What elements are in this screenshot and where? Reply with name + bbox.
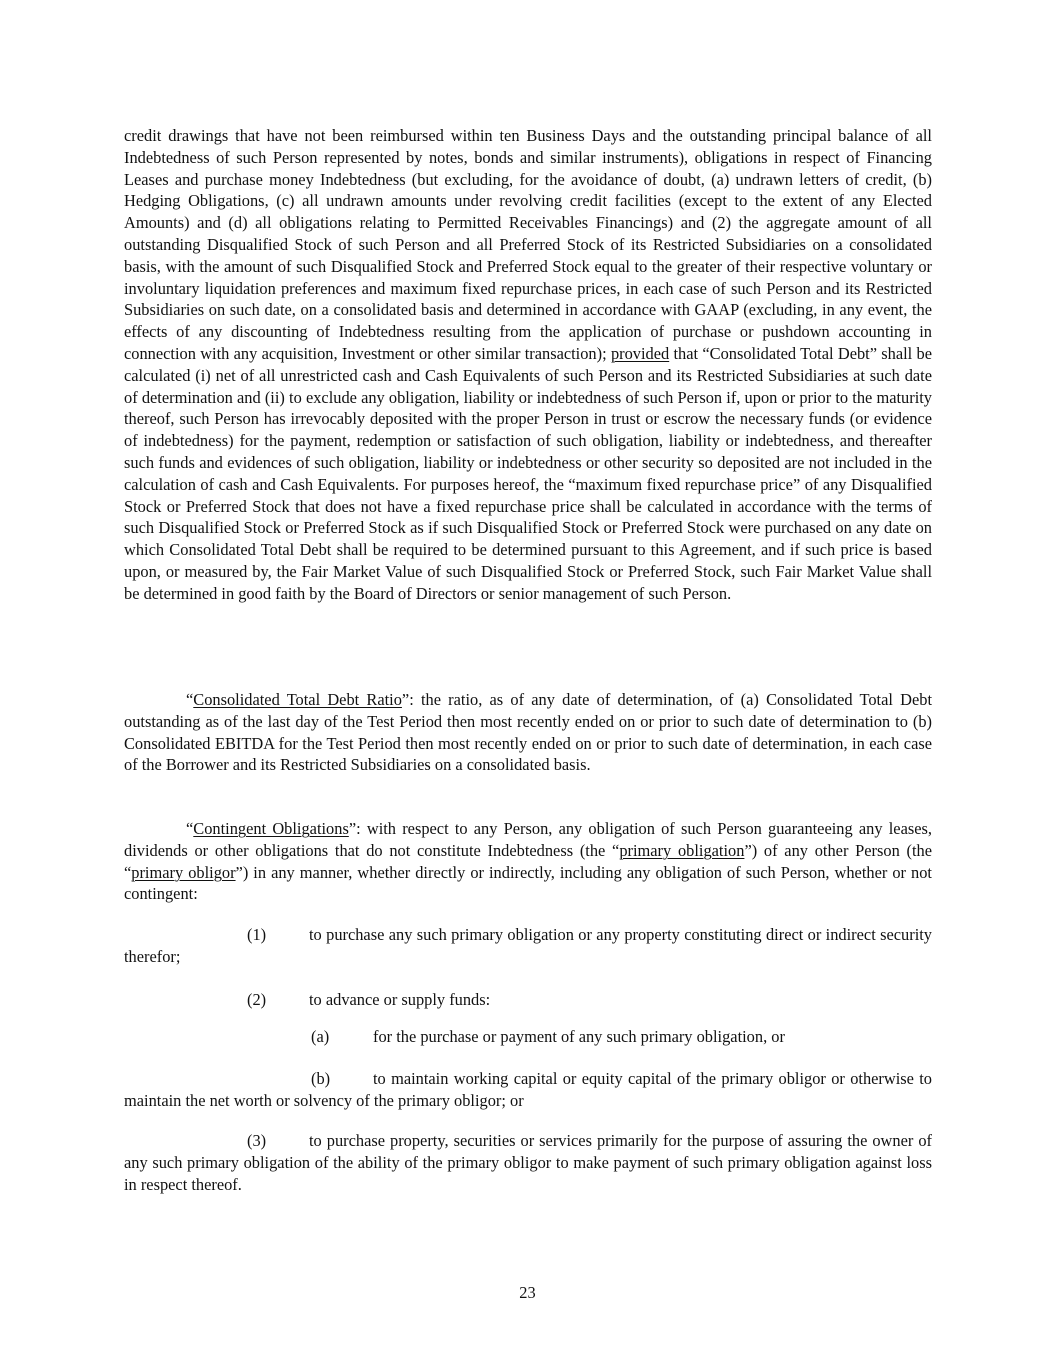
open-quote: “: [186, 690, 194, 709]
definition-body: ”: the ratio, as of any date of determination, of (a) Consolidated Total Debt outstanding as of the last day of the Test Period then most recently ended on or prior to such date of determination to (b) Consolidated EBITDA for the Test Period then most recently ended on or prior to such date of determination, in each case of the Borrower and its Restricted Subsidiaries on a consolidated basis.: [124, 690, 932, 775]
definition-contingent-obligations: [124, 818, 932, 905]
defined-term-contingent-obligations: Contingent Obligations: [193, 819, 349, 838]
clause-1-text: to purchase any such primary obligation or any property constituting direct or indirect security therefor;: [124, 925, 932, 966]
continuation-text-end: that “Consolidated Total Debt” shall be calculated (i) net of all unrestricted cash and Cash Equivalents of such Person and its Restricted Subsidiaries at such date of determination and (ii) to exclude any obligation, liability or indebtedness of such Person if, upon or prior to the maturity thereof, such Person has irrevocably deposited with the proper Person in trust or escrow the necessary funds (or evidence of indebtedness) for the payment, redemption or satisfaction of such obligation, liability or indebtedness, and thereafter such funds and evidences of such obligation, liability or indebtedness or other security so deposited are not included in the calculation of cash and Cash Equivalents. For purposes hereof, the “maximum fixed repurchase price” of any Disqualified Stock or Preferred Stock that does not have a fixed repurchase price shall be calculated in accordance with the terms of such Disqualified Stock or Preferred Stock as if such Disqualified Stock or Preferred Stock were purchased on any date on which Consolidated Total Debt shall be required to be determined pursuant to this Agreement, and if such price is based upon, or measured by, the Fair Market Value of such Disqualified Stock or Preferred Stock, such Fair Market Value shall be determined in good faith by the Board of Directors or senior management of such Person.: [124, 343, 932, 603]
clause-2b-text: to maintain working capital or equity capital of the primary obligor or otherwise to maintain the net worth or solvency of the primary obligor; or: [124, 1069, 932, 1110]
definition-text-1: ”: with respect to any Person, any obligation of such Person guaranteeing any leases, dividends or other obligations that do not constitute Indebtedness (the “: [124, 819, 932, 860]
clause-2b: [124, 1068, 932, 1112]
clause-3-text: to purchase property, securities or services primarily for the purpose of assuring the owner of any such primary obligation of the ability of the primary obligor to make payment of such primary obligation against loss in respect thereof.: [124, 1131, 932, 1194]
clause-2a-text: for the purchase or payment of any such primary obligation, or: [373, 1027, 785, 1046]
defined-term-primary-obligation: primary obligation: [619, 840, 745, 860]
continuation-text-start: credit drawings that have not been reimbursed within ten Business Days and the outstanding principal balance of all Indebtedness of such Person represented by notes, bonds and similar instruments), obligations in respect of Financing Leases and purchase money Indebtedness (but excluding, for the avoidance of doubt, (a) undrawn letters of credit, (b) Hedging Obligations, (c) all undrawn amounts under revolving credit facilities (except to the extent of any Elected Amounts) and (d) all obligations relating to Permitted Receivables Financings) and (2) the aggregate amount of all outstanding Disqualified Stock of such Person and all Preferred Stock of its Restricted Subsidiaries on a consolidated basis, with the amount of such Disqualified Stock and Preferred Stock equal to the greater of their respective voluntary or involuntary liquidation preferences and maximum fixed repurchase prices, in each case of such Person and its Restricted Subsidiaries on such date, on a consolidated basis and determined in accordance with GAAP (excluding, in any event, the effects of any discounting of Indebtedness resulting from the application of purchase or pushdown accounting in connection with any acquisition, Investment or other similar transaction);: [124, 126, 932, 363]
definition-consolidated-total-debt-ratio: [124, 689, 932, 776]
clause-2b-marker: (b): [311, 1069, 331, 1088]
definition-text-2: ”) of any other Person (the “: [124, 840, 932, 882]
open-quote: “: [186, 819, 194, 838]
clause-1: [124, 924, 932, 968]
clause-1-marker: (1): [247, 925, 267, 944]
clause-2a-marker: (a): [311, 1027, 330, 1046]
clause-2-marker: (2): [247, 990, 267, 1009]
provided-term: provided: [610, 343, 670, 363]
defined-term-primary-obligor: primary obligor: [131, 862, 236, 882]
clause-3-marker: (3): [247, 1131, 267, 1150]
clause-2: [247, 989, 490, 1011]
definition-text-3: ”) in any manner, whether directly or indirectly, including any obligation of such Person, whether or not contingent:: [124, 862, 932, 904]
page-number: 23: [519, 1283, 536, 1302]
clause-2a: [311, 1026, 785, 1048]
clause-2-text: to advance or supply funds:: [309, 990, 491, 1009]
clause-3: [124, 1130, 932, 1195]
defined-term-consolidated-total-debt-ratio: Consolidated Total Debt Ratio: [193, 690, 402, 709]
consolidated-total-debt-continuation: [124, 125, 932, 605]
